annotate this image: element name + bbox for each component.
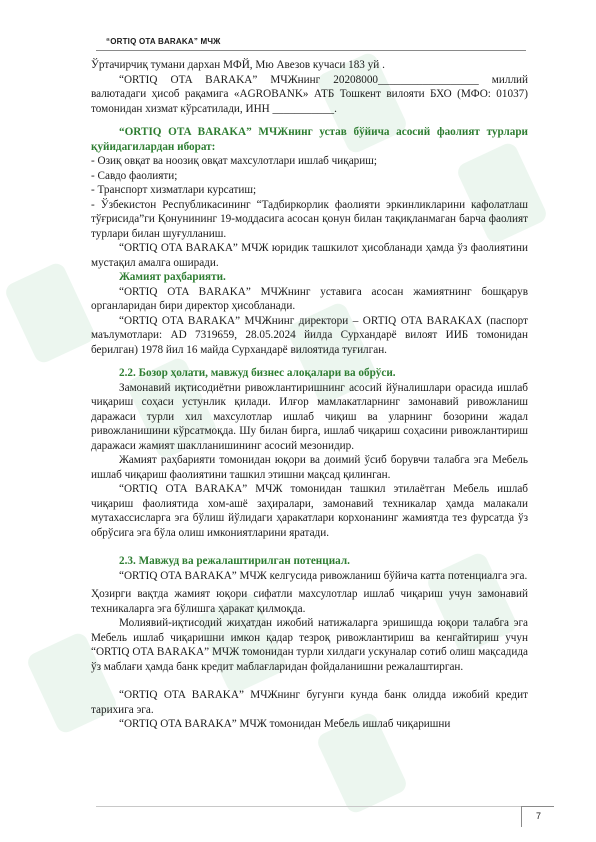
paragraph: “ORTIQ OTA BARAKA” МЧЖ юридик ташкилот ҳисобланади ҳамда ўз фаолиятини мустақил амалга оширади. (91, 242, 528, 269)
footer-rule (96, 806, 521, 807)
list-item: - Ўзбекистон Республикасининг “Тадбиркорлик фаолияти эркинликларини кафолатлаш тўғрисида”ги Қонунининг 19-моддасига асосан қонун билан тақиқланмаган барча фаолият турлари билан шуғулланиш. (91, 198, 528, 240)
paragraph: “ORTIQ OTA BARAKA” МЧЖнинг 20208000__________________ миллий валютадаги ҳисоб рақамига «AGROBANK» АТБ Тошкент вилояти БХО (МФО: 01037) томонидан хизмат кўрсатилади, ИНН ___________. (91, 73, 528, 115)
list-item: - Транспорт хизматлари курсатиш; (91, 184, 257, 196)
section-heading: 2.3. Мавжуд ва режалаштирилган потенциал. (119, 555, 350, 567)
header-title: “ORTIQ OTA BARAKA” МЧЖ (106, 37, 221, 46)
section-heading: “ORTIQ OTA BARAKA” МЧЖнинг устав бўйича асосий фаолият турлари қуйидагилардан иборат: (91, 126, 528, 153)
section-heading: Жамият раҳбарияти. (119, 271, 226, 283)
paragraph: Ўртачирчиқ тумани дархан МФЙ, Мю Авезов кучаси 183 уй . (91, 59, 385, 71)
paragraph: “ORTIQ OTA BARAKA” МЧЖ томонидан Мебель ишлаб чиқаришни (119, 718, 451, 730)
paragraph: Молиявий-иқтисодий жиҳатдан ижобий натижаларга эришишда юқори талабга эга Мебель ишлаб чиқаришни имкон қадар тезроқ ривожлантириш ва кенгайтириш учун “ORTIQ OTA BARAKA” МЧЖ томонидан турли хилдаги ускуналар сотиб олиш мақсадида ўз маблағи ҳамда банк кредит маблағларидан фойдаланишни режалаштирган. (91, 617, 528, 673)
document-body (91, 58, 528, 732)
paragraph: “ORTIQ OTA BARAKA” МЧЖнинг бугунги кунда банк олидда ижобий кредит тарихига эга. (91, 689, 528, 716)
paragraph: Жамият раҳбарияти томонидан юқори ва доимий ўсиб борувчи талабга эга Мебель ишлаб чиқариш фаолиятини ташкил этишни мақсад қилинган. (91, 454, 528, 481)
paragraph: “ORTIQ OTA BARAKA” МЧЖнинг директори – ORTIQ OTA BARAKAX (паспорт маълумотлари: AD 7319659, 28.05.2024 йилда Сурхандарё вилоят ИИБ томонидан берилган) 1978 йил 16 майда Сурхандарё вилоятида туғилган. (91, 314, 528, 356)
paragraph: Замонавий иқтисодиётни ривожлантиришнинг асосий йўналишлари орасида ишлаб чиқариш соҳаси устунлик қилади. Илғор мамлакатларнинг замонавий ривожланиш даражаси турли хил махсулотлар ишлаб чиқиш ва уларнинг бозорини жадал ривожланишини кўрсатмоқда. Шу билан бирга, ишлаб чиқариш соҳасини ривожлантириш даражаси жамият шаклланишининг асосий мезонидир. (91, 381, 528, 452)
list-item: - Озиқ овқат ва ноозиқ овқат махсулотлари ишлаб чиқариш; (91, 155, 377, 167)
watermark-shape (3, 261, 97, 366)
paragraph: “ORTIQ OTA BARAKA” МЧЖнинг уставига асосан жамиятнинг бошқарув органларидан бири директор ҳисобланади. (91, 285, 528, 312)
section-heading: 2.2. Бозор ҳолати, мавжуд бизнес алоқалари ва обрўси. (119, 367, 396, 379)
page-number-box (521, 806, 554, 827)
page-number: 7 (536, 811, 542, 821)
paragraph: “ORTIQ OTA BARAKA” МЧЖ келгусида ривожланиш бўйича катта потенциалга эга. (119, 569, 528, 582)
paragraph: “ORTIQ OTA BARAKA” МЧЖ томонидан ташкил этилаётган Мебель ишлаб чиқариш фаолиятида хом-ашё заҳиралари, замонавий техникалар ҳамда малакали мутахассисларга эга бўлиш йўлидаги ҳаракатлари корхонанинг жамиятда тез фурсатда ўз обрўсига эга бўла олиш имкониятларини яратади. (91, 483, 528, 539)
list-item: - Савдо фаолияти; (91, 169, 178, 182)
paragraph: Ҳозирги вақтда жамият юқори сифатли махсулотлар ишлаб чиқариш учун замонавий техникаларга эга бўлишга ҳаракат қилмоқда. (91, 588, 528, 615)
page-header (96, 35, 526, 51)
